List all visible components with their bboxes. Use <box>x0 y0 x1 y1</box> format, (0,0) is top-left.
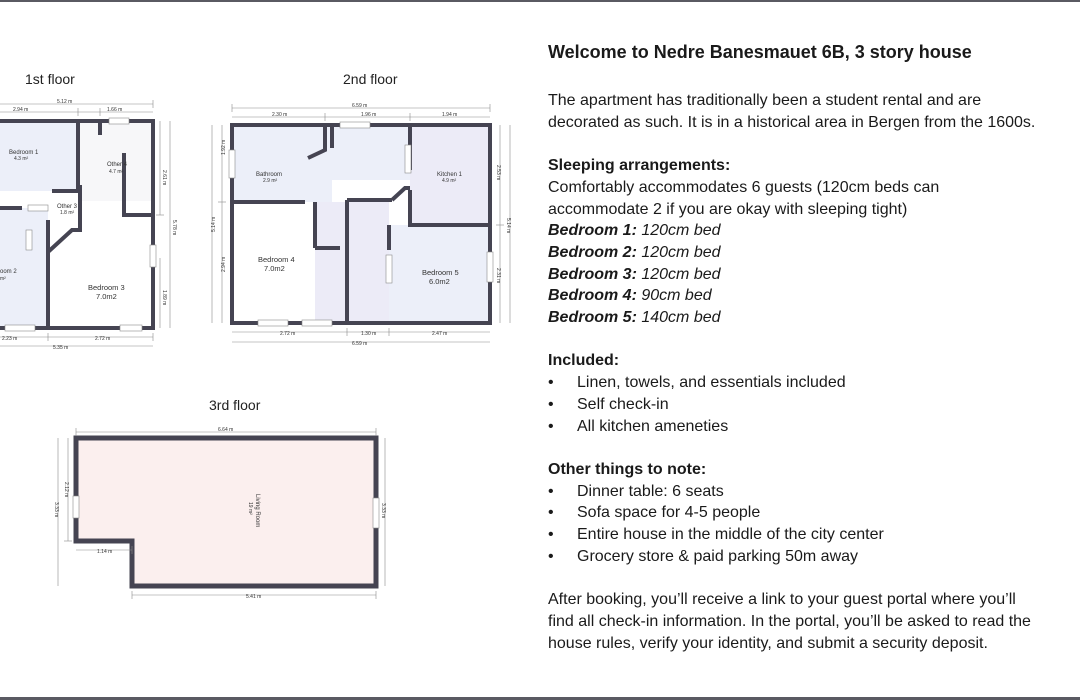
dim-first-right-total: 5.78 m <box>171 220 177 236</box>
included-list <box>548 372 1080 437</box>
bed-item <box>548 264 1080 286</box>
included-section <box>548 350 1080 437</box>
listing-title: Welcome to Nedre Banesmauet 6B, 3 story house <box>548 42 972 62</box>
dim-first-top-a: 2.94 m <box>13 107 29 113</box>
room-living: Living Room <box>254 494 260 528</box>
list-item <box>548 372 1080 394</box>
dim-second-bottom-b: 1.30 m <box>361 331 377 337</box>
dim-second-top-c: 1.94 m <box>442 112 458 118</box>
bed-value: 120cm bed <box>636 265 721 283</box>
after-booking-section <box>548 589 1080 654</box>
intro-line-1: The apartment has traditionally been a student rental and are <box>548 92 982 109</box>
room-other3-area: 1.8 m² <box>60 210 75 216</box>
dim-first-top-b: 1.66 m <box>107 107 123 113</box>
dim-second-bottom-a: 2.72 m <box>280 331 296 337</box>
dim-first-bottom-b: 2.72 m <box>95 336 111 342</box>
bullet: • <box>548 504 554 522</box>
listing-info <box>548 40 1080 654</box>
room-kitchen: Kitchen 1 <box>437 172 463 178</box>
dim-first-right-b: 1.89 m <box>161 290 167 306</box>
dim-second-bottom-total: 6.59 m <box>352 341 368 347</box>
dim-first-bottom-total: 5.35 m <box>53 345 69 351</box>
list-item-text: Dinner table: 6 seats <box>577 482 724 500</box>
dim-second-right-total: 5.14 m <box>505 218 511 234</box>
room-bedroom1: Bedroom 1 <box>9 150 39 156</box>
room-kitchen-area: 4.9 m² <box>442 178 457 184</box>
dim-second-left-a: 1.92 m <box>221 139 227 155</box>
dim-third-left-total: 3.33 m <box>53 502 59 518</box>
after-line-3: house rules, verify your identity, and submit a security deposit. <box>548 634 988 652</box>
dim-second-top-b: 1.96 m <box>361 112 377 118</box>
living-room-area <box>76 438 376 586</box>
bed-item <box>548 285 1080 307</box>
room-other4: Other 4 <box>107 162 128 168</box>
sleeping-line-2: accommodate 2 if you are okay with sleeping tight) <box>548 200 908 218</box>
list-item <box>548 416 1080 438</box>
notes-section <box>548 459 1080 568</box>
dim-second-top-total: 6.59 m <box>352 103 368 109</box>
bed-value: 120cm bed <box>636 243 721 261</box>
bed-item <box>548 220 1080 242</box>
list-item-text: Grocery store & paid parking 50m away <box>577 547 859 565</box>
notes-list <box>548 481 1080 568</box>
list-item <box>548 546 1080 568</box>
bed-label: Bedroom 4: <box>548 287 637 305</box>
first-floor-title: 1st floor <box>25 71 75 87</box>
dim-third-left-a: 2.12 m <box>63 482 69 498</box>
room-bedroom4: Bedroom 4 <box>258 255 295 264</box>
list-item-text: Sofa space for 4-5 people <box>577 504 761 522</box>
dim-third-right: 3.33 m <box>380 503 386 519</box>
dim-third-step: 1.14 m <box>97 549 113 555</box>
list-item <box>548 394 1080 416</box>
list-item-text: All kitchen ameneties <box>577 417 729 435</box>
bed-label: Bedroom 3: <box>548 265 637 283</box>
list-item-text: Linen, towels, and essentials included <box>577 374 846 392</box>
list-item <box>548 502 1080 524</box>
dim-third-top-total: 6.64 m <box>218 427 234 433</box>
room-bedroom2: oom 2 <box>0 269 17 275</box>
sleeping-line-1: Comfortably accommodates 6 guests (120cm beds can <box>548 178 940 196</box>
dim-first-right-a: 2.61 m <box>161 170 167 186</box>
list-item <box>548 481 1080 503</box>
room-bedroom3: Bedroom 3 <box>88 283 125 292</box>
bullet: • <box>548 547 554 565</box>
room-bedroom4-area: 7.0m2 <box>264 264 285 273</box>
room-bedroom1-area: 4.3 m² <box>14 156 29 162</box>
room-other3: Other 3 <box>57 204 78 210</box>
included-heading: Included: <box>548 352 620 370</box>
room-bedroom5-area: 6.0m2 <box>429 277 450 286</box>
dim-first-bottom-a: 2.23 m <box>2 336 18 342</box>
bullet: • <box>548 395 554 413</box>
dim-second-bottom-c: 2.47 m <box>432 331 448 337</box>
list-item-text: Self check-in <box>577 395 669 413</box>
bed-item <box>548 307 1080 329</box>
room-bedroom5: Bedroom 5 <box>422 268 459 277</box>
bullet: • <box>548 482 554 500</box>
third-floor-plan <box>0 0 400 610</box>
third-floor-title: 3rd floor <box>209 397 261 413</box>
room-living-area: 19 m² <box>247 502 253 515</box>
bed-item <box>548 242 1080 264</box>
room-other4-area: 4.7 m² <box>109 169 124 175</box>
sleeping-section <box>548 155 1080 329</box>
second-floor-title: 2nd floor <box>343 71 398 87</box>
after-line-1: After booking, you’ll receive a link to your guest portal where you’ll <box>548 591 1016 609</box>
dim-second-left-total: 5.14 m <box>211 216 217 232</box>
bed-label: Bedroom 1: <box>548 222 637 240</box>
dim-first-top-total: 5.12 m <box>57 99 73 105</box>
bed-value: 120cm bed <box>636 222 721 240</box>
dim-second-right-b: 2.31 m <box>495 268 501 284</box>
dim-third-bottom: 5.41 m <box>246 594 262 600</box>
room-bathroom-area: 2.9 m² <box>263 178 278 184</box>
bed-label: Bedroom 2: <box>548 243 637 261</box>
list-item-text: Entire house in the middle of the city center <box>577 526 884 544</box>
room-bedroom3-area: 7.0m2 <box>96 292 117 301</box>
list-item <box>548 524 1080 546</box>
bullet: • <box>548 417 554 435</box>
room-bathroom: Bathroom <box>256 172 283 178</box>
bed-value: 90cm bed <box>636 287 712 305</box>
sleeping-heading: Sleeping arrangements: <box>548 157 731 175</box>
room-bedroom2-area: m² <box>0 276 6 282</box>
dim-second-top-a: 2.30 m <box>272 112 288 118</box>
bed-label: Bedroom 5: <box>548 309 637 327</box>
notes-heading: Other things to note: <box>548 460 707 478</box>
dim-second-left-b: 2.94 m <box>221 256 227 272</box>
bullet: • <box>548 526 554 544</box>
dim-second-right-a: 2.53 m <box>495 165 501 181</box>
bed-value: 140cm bed <box>636 309 721 327</box>
bullet: • <box>548 374 554 392</box>
after-line-2: find all check-in information. In the portal, you’ll be asked to read the <box>548 612 1031 630</box>
intro-line-2: decorated as such. It is in a historical area in Bergen from the 1600s. <box>548 113 1036 131</box>
